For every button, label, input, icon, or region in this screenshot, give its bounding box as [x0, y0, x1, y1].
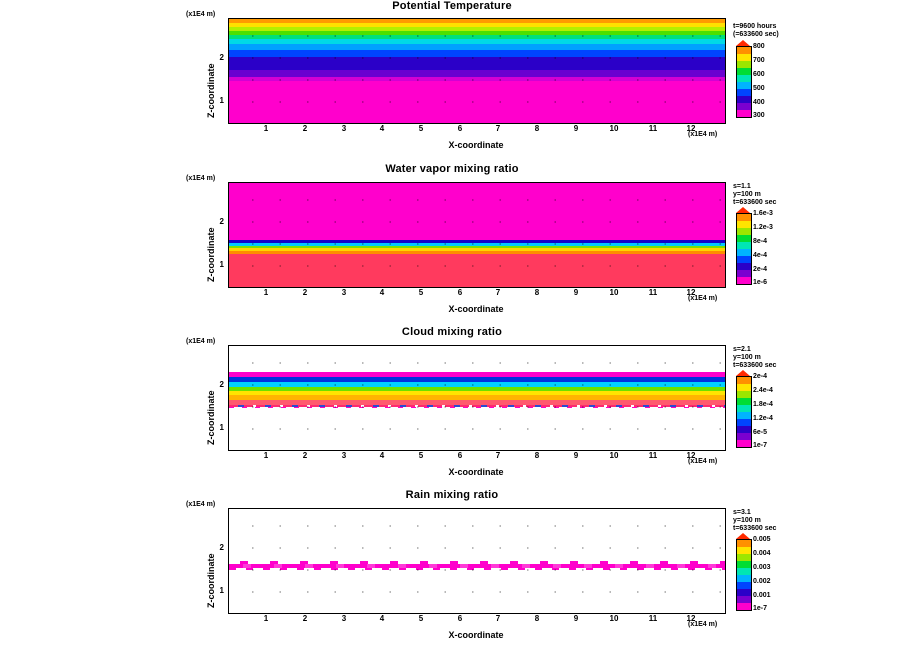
- x-unit-label: (x1E4 m): [688, 131, 718, 138]
- x-tick-label: 11: [648, 451, 658, 460]
- colorbar-tick-label: 2e-4: [753, 373, 768, 380]
- y-tick-label: 1: [219, 423, 224, 432]
- x-tick-label: 6: [457, 614, 463, 623]
- contour-bands: [229, 509, 725, 613]
- colorbar-segment: [737, 61, 751, 68]
- annotation-s: s=2.1: [733, 346, 751, 353]
- colorbar-segment: [737, 575, 751, 582]
- colorbar-segment: [737, 75, 751, 82]
- colorbar-tick-label: 300: [753, 112, 765, 119]
- colorbar-tick-label: 800: [753, 43, 765, 50]
- annotation-time: t=633600 sec: [733, 362, 777, 369]
- colorbar-tick-label: 500: [753, 85, 765, 92]
- colorbar-segment: [737, 377, 751, 384]
- colorbar-tick-label: 0.001: [753, 592, 771, 599]
- colorbar-segment: [737, 540, 751, 547]
- x-unit-label: (x1E4 m): [688, 295, 718, 302]
- x-tick-label: 11: [648, 288, 658, 297]
- x-tick-label: 6: [457, 124, 463, 133]
- x-tick-label: 4: [379, 124, 385, 133]
- colorbar-segment: [737, 554, 751, 561]
- x-tick-label: 4: [379, 288, 385, 297]
- colorbar-tick-label: 0.005: [753, 536, 771, 543]
- x-axis-label: X-coordinate: [448, 140, 504, 150]
- colorbar-segment: [737, 433, 751, 440]
- colorbar-segment: [737, 412, 751, 419]
- x-tick-label: 6: [457, 451, 463, 460]
- x-tick-label: 7: [495, 288, 501, 297]
- colorbar-segment: [737, 589, 751, 596]
- x-tick-label: 8: [534, 451, 540, 460]
- x-tick-label: 1: [263, 614, 269, 623]
- band-450: [229, 50, 725, 57]
- annotation-y: y=100 m: [733, 191, 761, 198]
- x-tick-label: 12: [686, 124, 696, 133]
- colorbar-segment: [737, 242, 751, 249]
- colorbar-segment: [737, 568, 751, 575]
- y-axis-label: Z-coordinate: [206, 227, 216, 282]
- y-tick-label: 2: [219, 217, 224, 226]
- x-tick-label: 3: [341, 614, 347, 623]
- colorbar-segment: [737, 249, 751, 256]
- colorbar-tick-label: 0.003: [753, 564, 771, 571]
- band-360: [229, 70, 725, 77]
- y-unit-label: (x1E4 m): [186, 11, 216, 18]
- x-tick-label: 12: [686, 614, 696, 623]
- panel-water-vapor-mixing-ratio: [0, 163, 904, 326]
- colorbar-segment: [737, 440, 751, 447]
- band-rain-trace-lower: [229, 568, 725, 570]
- x-tick-label: 10: [609, 124, 619, 133]
- colorbar-tick-label: 1e-7: [753, 605, 768, 612]
- y-tick-label: 2: [219, 53, 224, 62]
- x-tick-label: 10: [609, 288, 619, 297]
- colorbar-tick-label: 0.004: [753, 550, 771, 557]
- annotation-s: s=1.1: [733, 183, 751, 190]
- x-axis-label: X-coordinate: [448, 304, 504, 314]
- band-1e-6: [229, 254, 725, 287]
- x-tick-label: 6: [457, 288, 463, 297]
- colorbar-tick-label: 1e-6: [753, 279, 768, 286]
- x-tick-label: 5: [418, 614, 424, 623]
- x-tick-label: 7: [495, 614, 501, 623]
- colorbar-tick-label: 400: [753, 99, 765, 106]
- colorbar-segment: [737, 277, 751, 284]
- colorbar-segment: [737, 221, 751, 228]
- contour-bands: [229, 183, 725, 287]
- x-tick-label: 9: [573, 288, 579, 297]
- x-tick-label: 1: [263, 451, 269, 460]
- colorbar-tick-label: 1e-7: [753, 442, 768, 449]
- colorbar-segment: [737, 235, 751, 242]
- annotation-time-sec: (=633600 sec): [733, 31, 779, 38]
- band-300: [229, 81, 725, 123]
- y-tick-label: 2: [219, 380, 224, 389]
- band-400: [229, 57, 725, 70]
- colorbar-tick-label: 700: [753, 57, 765, 64]
- plot-area-3: [228, 345, 726, 451]
- x-tick-label: 9: [573, 614, 579, 623]
- band-1e-7: [229, 405, 725, 450]
- x-tick-label: 7: [495, 451, 501, 460]
- x-tick-label: 9: [573, 124, 579, 133]
- y-unit-label: (x1E4 m): [186, 175, 216, 182]
- panel-cloud-mixing-ratio: [0, 326, 904, 489]
- annotation-time: t=633600 sec: [733, 199, 777, 206]
- x-tick-label: 7: [495, 124, 501, 133]
- x-tick-label: 12: [686, 288, 696, 297]
- colorbar-segment: [737, 47, 751, 54]
- annotation-time: t=633600 sec: [733, 525, 777, 532]
- x-tick-label: 9: [573, 451, 579, 460]
- colorbar-tick-label: 2e-4: [753, 266, 768, 273]
- band-rain-trace: [229, 561, 725, 564]
- x-tick-label: 12: [686, 451, 696, 460]
- plot-area-4: [228, 508, 726, 614]
- colorbar-segment: [737, 89, 751, 96]
- y-tick-label: 1: [219, 96, 224, 105]
- band-top: [229, 183, 725, 240]
- colorbar-segment: [737, 256, 751, 263]
- panel-title: Rain mixing ratio: [405, 489, 499, 501]
- panel-rain-mixing-ratio: [0, 489, 904, 654]
- x-unit-label: (x1E4 m): [688, 458, 718, 465]
- colorbar-segment: [737, 68, 751, 75]
- x-tick-label: 8: [534, 614, 540, 623]
- x-tick-label: 3: [341, 124, 347, 133]
- colorbar-tick-label: 1.8e-4: [753, 401, 773, 408]
- y-tick-label: 2: [219, 543, 224, 552]
- colorbar-2: [736, 213, 752, 285]
- colorbar-segment: [737, 214, 751, 221]
- y-axis-label: Z-coordinate: [206, 390, 216, 445]
- panel-potential-temperature: [0, 0, 904, 162]
- x-tick-label: 2: [302, 288, 308, 297]
- x-unit-label: (x1E4 m): [688, 621, 718, 628]
- colorbar-tick-label: 1.2e-3: [753, 224, 773, 231]
- colorbar-segment: [737, 103, 751, 110]
- colorbar-segment: [737, 426, 751, 433]
- x-tick-label: 1: [263, 288, 269, 297]
- plot-area-2: [228, 182, 726, 288]
- colorbar-segment: [737, 110, 751, 117]
- colorbar-tick-label: 6e-5: [753, 429, 768, 436]
- band-trace-lower-2: [229, 407, 725, 408]
- colorbar-tick-label: 600: [753, 71, 765, 78]
- colorbar-1: [736, 46, 752, 118]
- x-tick-label: 5: [418, 451, 424, 460]
- x-tick-label: 10: [609, 451, 619, 460]
- x-tick-label: 4: [379, 614, 385, 623]
- colorbar-segment: [737, 263, 751, 270]
- colorbar-segment: [737, 228, 751, 235]
- colorbar-4: [736, 539, 752, 611]
- panel-title: Potential Temperature: [392, 0, 512, 12]
- x-tick-label: 11: [648, 124, 658, 133]
- x-tick-label: 4: [379, 451, 385, 460]
- colorbar-tick-label: 0.002: [753, 578, 771, 585]
- colorbar-segment: [737, 398, 751, 405]
- annotation-y: y=100 m: [733, 354, 761, 361]
- colorbar-segment: [737, 384, 751, 391]
- x-tick-label: 5: [418, 124, 424, 133]
- colorbar-segment: [737, 419, 751, 426]
- colorbar-tick-label: 8e-4: [753, 238, 768, 245]
- colorbar-segment: [737, 582, 751, 589]
- colorbar-segment: [737, 54, 751, 61]
- x-tick-label: 2: [302, 124, 308, 133]
- x-axis-label: X-coordinate: [448, 467, 504, 477]
- panel-title: Water vapor mixing ratio: [385, 163, 519, 175]
- colorbar-segment: [737, 596, 751, 603]
- colorbar-segment: [737, 603, 751, 610]
- y-axis-label: Z-coordinate: [206, 63, 216, 118]
- x-tick-label: 8: [534, 288, 540, 297]
- x-tick-label: 10: [609, 614, 619, 623]
- colorbar-segment: [737, 270, 751, 277]
- panel-title: Cloud mixing ratio: [401, 326, 503, 338]
- x-tick-label: 5: [418, 288, 424, 297]
- y-unit-label: (x1E4 m): [186, 338, 216, 345]
- x-tick-label: 1: [263, 124, 269, 133]
- colorbar-tick-label: 2.4e-4: [753, 387, 773, 394]
- x-axis-label: X-coordinate: [448, 630, 504, 640]
- colorbar-tick-label: 4e-4: [753, 252, 768, 259]
- x-tick-label: 8: [534, 124, 540, 133]
- colorbar-segment: [737, 547, 751, 554]
- plot-area-1: [228, 18, 726, 124]
- annotation-y: y=100 m: [733, 517, 761, 524]
- y-unit-label: (x1E4 m): [186, 501, 216, 508]
- band-empty: [229, 346, 725, 372]
- x-tick-label: 3: [341, 451, 347, 460]
- colorbar-segment: [737, 391, 751, 398]
- annotation-s: s=3.1: [733, 509, 751, 516]
- x-tick-label: 2: [302, 451, 308, 460]
- colorbar-tick-label: 1.2e-4: [753, 415, 773, 422]
- contour-bands: [229, 346, 725, 450]
- colorbar-segment: [737, 405, 751, 412]
- x-tick-label: 2: [302, 614, 308, 623]
- y-tick-label: 1: [219, 260, 224, 269]
- x-tick-label: 3: [341, 288, 347, 297]
- y-axis-label: Z-coordinate: [206, 553, 216, 608]
- x-tick-label: 11: [648, 614, 658, 623]
- annotation-time: t=9600 hours: [733, 23, 777, 30]
- y-tick-label: 1: [219, 586, 224, 595]
- colorbar-segment: [737, 82, 751, 89]
- colorbar-segment: [737, 561, 751, 568]
- contour-bands: [229, 19, 725, 123]
- colorbar-segment: [737, 96, 751, 103]
- colorbar-tick-label: 1.6e-3: [753, 210, 773, 217]
- colorbar-3: [736, 376, 752, 448]
